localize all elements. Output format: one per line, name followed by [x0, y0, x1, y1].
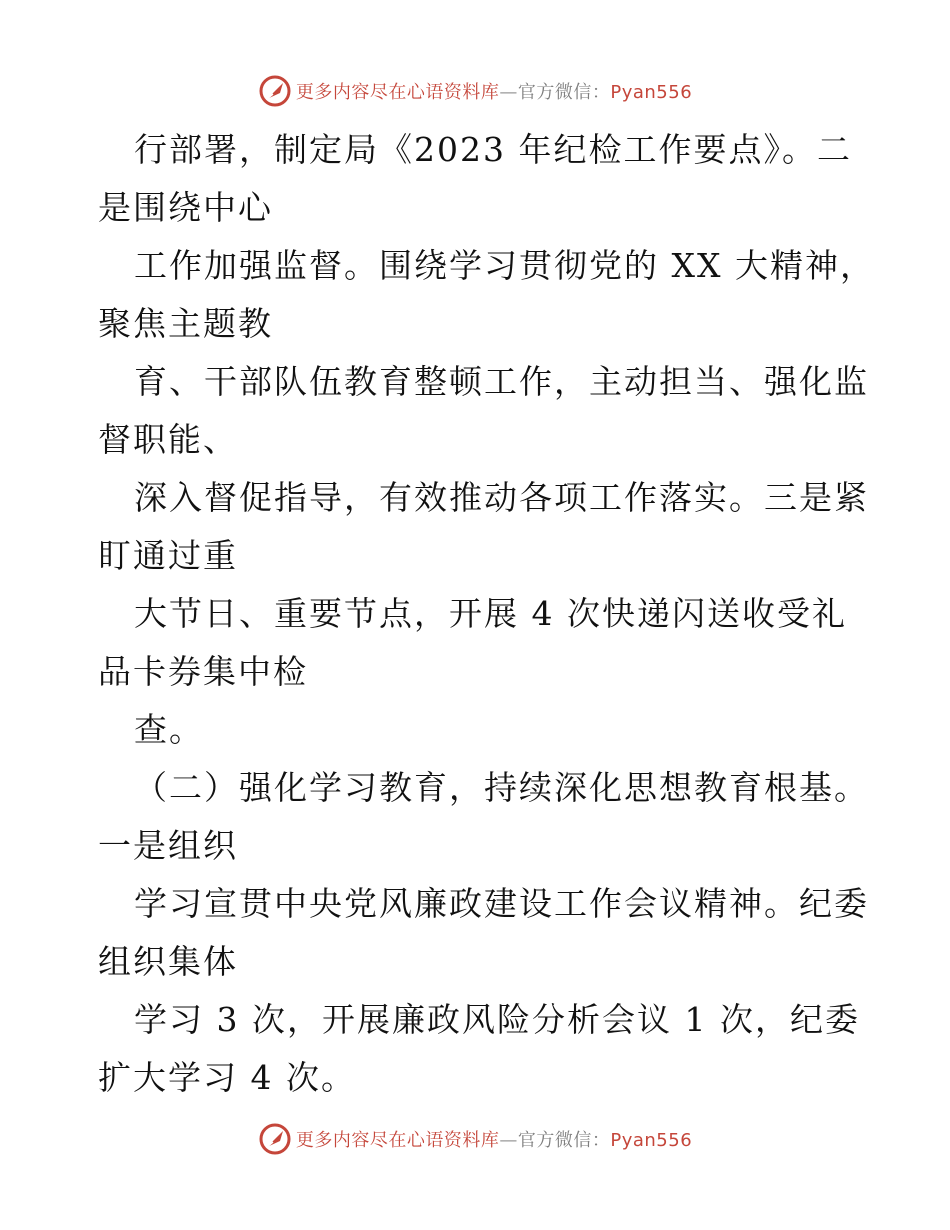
watermark-account: Pyan556: [610, 1130, 693, 1151]
text-line: 行部署，制定局《2023 年纪检工作要点》。二: [134, 130, 852, 169]
watermark-text: [296, 78, 692, 104]
text-line: 工作加强监督。围绕学习贯彻党的 XX 大精神，: [134, 246, 875, 285]
watermark-dash: —: [499, 1130, 518, 1151]
feather-pen-logo-icon: [258, 1122, 292, 1156]
text-line: 组织集体: [98, 942, 238, 981]
document-body: [98, 121, 875, 1107]
text-line: 品卡券集中检: [98, 652, 308, 691]
text-line: 扩大学习 4 次。: [98, 1058, 356, 1097]
text-line: 盯通过重: [98, 536, 238, 575]
text-line: 督职能、: [98, 420, 238, 459]
text-line: 大节日、重要节点，开展 4 次快递闪送收受礼: [134, 594, 847, 633]
text-line: 学习宣贯中央党风廉政建设工作会议精神。纪委: [134, 884, 869, 923]
text-line: 一是组织: [98, 826, 238, 865]
watermark-suffix: 官方微信：: [517, 82, 611, 103]
watermark-dash: —: [499, 82, 518, 103]
watermark-header: [0, 71, 950, 111]
watermark-suffix: 官方微信：: [517, 1130, 611, 1151]
text-line: 是围绕中心: [98, 188, 273, 227]
watermark-main: 更多内容尽在心语资料库: [295, 1130, 500, 1151]
watermark-main: 更多内容尽在心语资料库: [295, 82, 500, 103]
watermark-text: [296, 1126, 692, 1152]
text-line: 查。: [134, 710, 204, 749]
text-line: 深入督促指导，有效推动各项工作落实。三是紧: [134, 478, 869, 517]
section-heading: （二）强化学习教育，持续深化思想教育根基。: [134, 768, 869, 807]
text-line: 聚焦主题教: [98, 304, 273, 343]
feather-pen-logo-icon: [258, 74, 292, 108]
watermark-account: Pyan556: [610, 82, 693, 103]
watermark-footer: [0, 1119, 950, 1159]
text-line: 育、干部队伍教育整顿工作，主动担当、强化监: [134, 362, 869, 401]
text-line: 学习 3 次，开展廉政风险分析会议 1 次，纪委: [134, 1000, 860, 1039]
